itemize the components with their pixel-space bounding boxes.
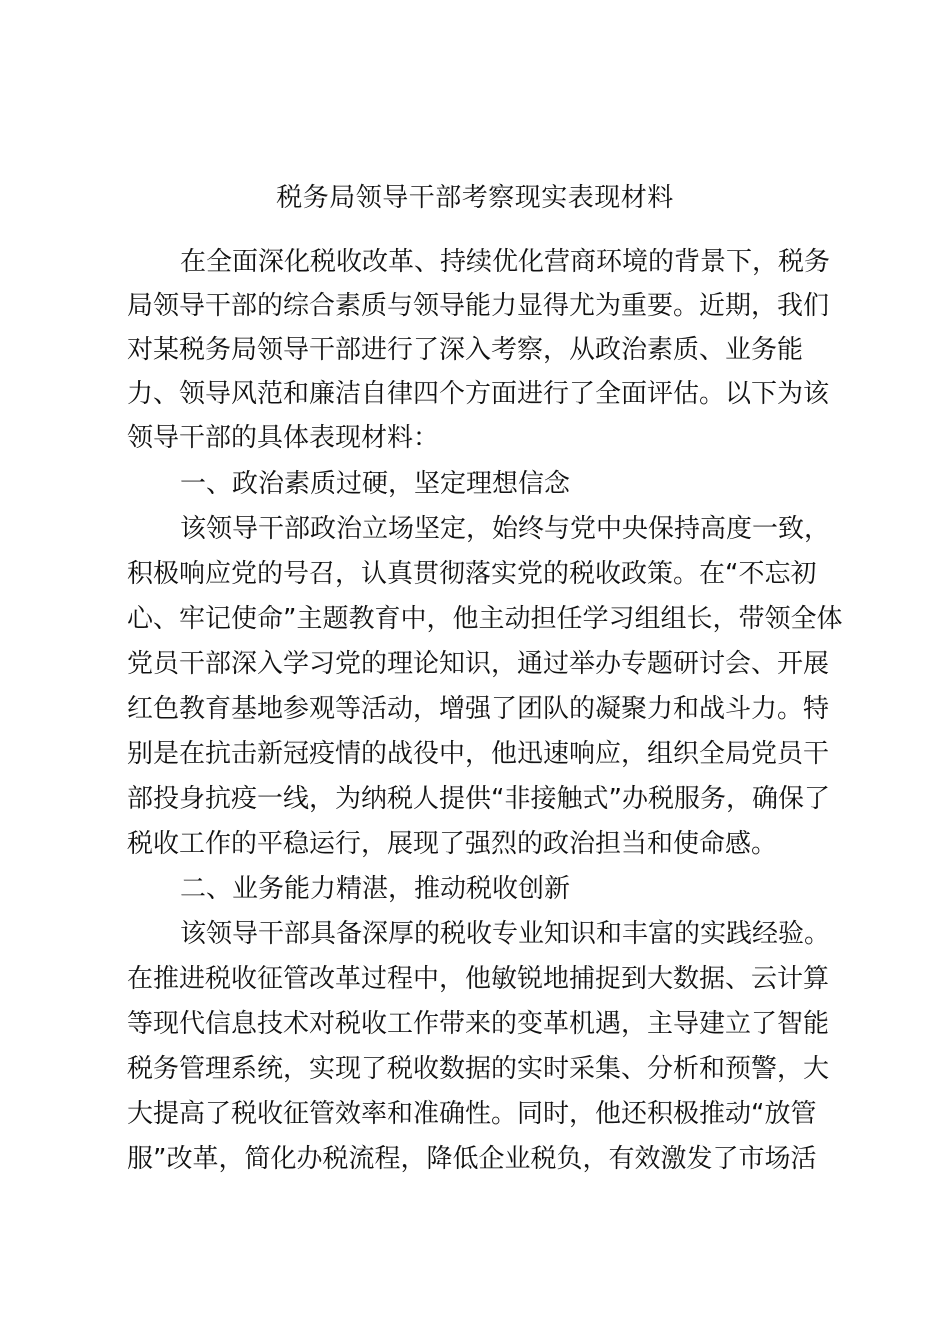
paragraph-line: 力、领导风范和廉洁自律四个方面进行了全面评估。以下为该 bbox=[127, 379, 830, 409]
paragraph-line: 大提高了税收征管效率和准确性。同时，他还积极推动“放管 bbox=[127, 1099, 817, 1129]
document-title: 税务局领导干部考察现实表现材料 bbox=[276, 183, 674, 213]
paragraph-line: 心、牢记使命”主题教育中，他主动担任学习组组长，带领全体 bbox=[127, 604, 843, 634]
paragraph-line: 积极响应党的号召，认真贯彻落实党的税收政策。在“不忘初 bbox=[127, 559, 817, 589]
paragraph-line: 党员干部深入学习党的理论知识，通过举办专题研讨会、开展 bbox=[127, 649, 830, 679]
section-heading: 二、业务能力精湛，推动税收创新 bbox=[180, 874, 571, 904]
paragraph-line: 该领导干部政治立场坚定，始终与党中央保持高度一致， bbox=[180, 514, 831, 544]
section-heading: 一、政治素质过硬，坚定理想信念 bbox=[180, 469, 571, 499]
paragraph-line: 在推进税收征管改革过程中，他敏锐地捕捉到大数据、云计算 bbox=[127, 964, 830, 994]
paragraph-line: 局领导干部的综合素质与领导能力显得尤为重要。近期，我们 bbox=[127, 291, 830, 321]
paragraph-line: 对某税务局领导干部进行了深入考察，从政治素质、业务能 bbox=[127, 335, 804, 365]
paragraph-line: 部投身抗疫一线，为纳税人提供“非接触式”办税服务，确保了 bbox=[127, 784, 830, 814]
paragraph-line: 在全面深化税收改革、持续优化营商环境的背景下，税务 bbox=[180, 247, 831, 277]
paragraph-line: 服”改革，简化办税流程，降低企业税负，有效激发了市场活 bbox=[127, 1144, 817, 1174]
paragraph-line: 等现代信息技术对税收工作带来的变革机遇，主导建立了智能 bbox=[127, 1009, 830, 1039]
paragraph-line: 该领导干部具备深厚的税收专业知识和丰富的实践经验。 bbox=[180, 919, 831, 949]
paragraph-line: 红色教育基地参观等活动，增强了团队的凝聚力和战斗力。特 bbox=[127, 694, 830, 724]
paragraph-line: 税务管理系统，实现了税收数据的实时采集、分析和预警，大 bbox=[127, 1054, 830, 1084]
paragraph-line: 税收工作的平稳运行，展现了强烈的政治担当和使命感。 bbox=[127, 829, 778, 859]
paragraph-line: 别是在抗击新冠疫情的战役中，他迅速响应，组织全局党员干 bbox=[127, 739, 830, 769]
paragraph-line: 领导干部的具体表现材料： bbox=[127, 423, 440, 453]
